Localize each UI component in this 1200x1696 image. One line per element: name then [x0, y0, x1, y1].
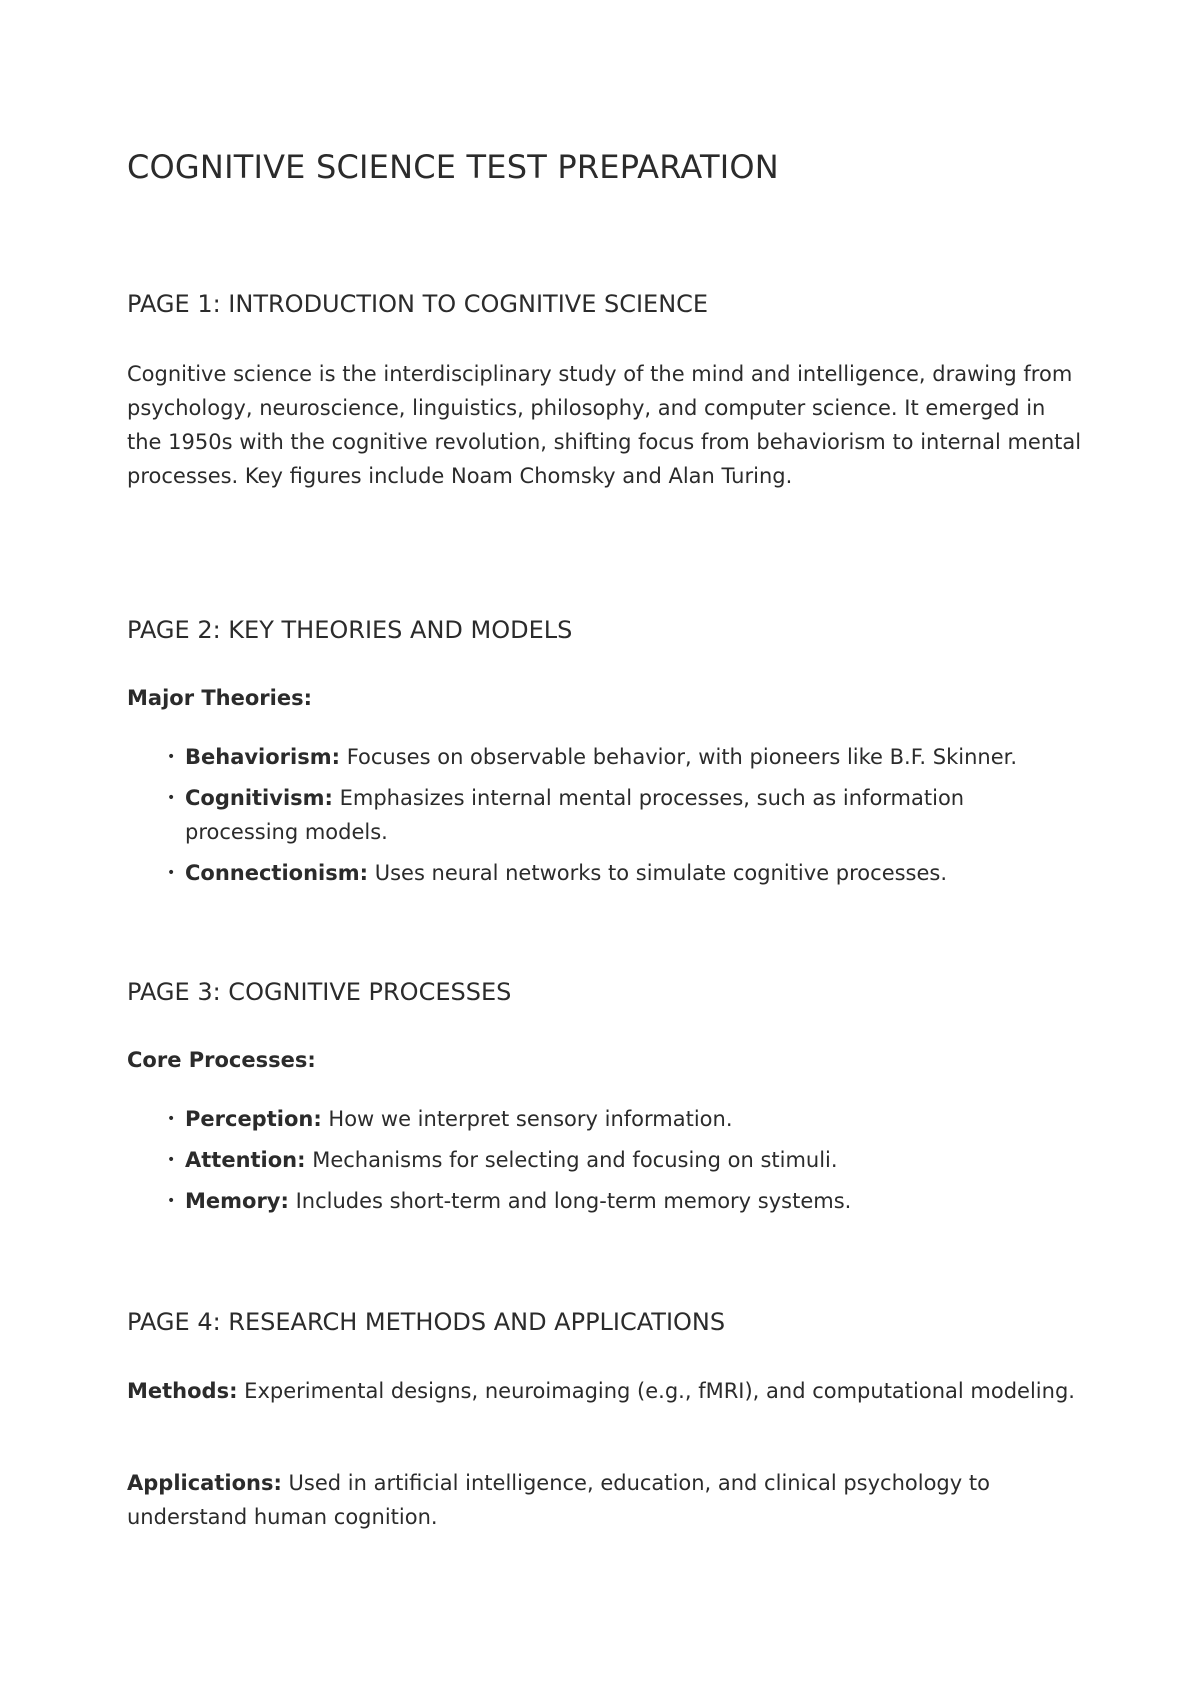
section-heading-page-4: PAGE 4: RESEARCH METHODS AND APPLICATIONS: [127, 1308, 726, 1336]
item-term: Behaviorism:: [185, 745, 341, 769]
list-item: [167, 1102, 1082, 1136]
item-text: Uses neural networks to simulate cognitive processes.: [368, 861, 948, 885]
applications-text: Used in artificial intelligence, education, and clinical psychology to understand human cognition.: [127, 1471, 990, 1529]
processes-list: [167, 1102, 1082, 1225]
intro-paragraph: Cognitive science is the interdisciplinary study of the mind and intelligence, drawing from psychology, neuroscience, linguistics, philosophy, and computer science. It emerged in the 1950s with the cognitive revolution, shifting focus from behaviorism to internal mental processes. Key figures include Noam Chomsky and Alan Turing.: [127, 362, 1082, 488]
item-text: Includes short-term and long-term memory systems.: [288, 1189, 852, 1213]
list-item: [167, 781, 1082, 849]
item-term: Memory:: [185, 1189, 289, 1213]
theories-list: [167, 740, 1082, 897]
applications-paragraph: [127, 1466, 1082, 1534]
methods-term: Methods:: [127, 1379, 238, 1403]
list-item: [167, 740, 1082, 774]
applications-term: Applications:: [127, 1471, 282, 1495]
item-term: Perception:: [185, 1107, 322, 1131]
theories-subheading: Major Theories:: [127, 686, 313, 710]
item-term: Attention:: [185, 1148, 306, 1172]
section-heading-page-1: PAGE 1: INTRODUCTION TO COGNITIVE SCIENCE: [127, 290, 709, 318]
item-text: Mechanisms for selecting and focusing on stimuli.: [305, 1148, 838, 1172]
item-text: Emphasizes internal mental processes, such as information processing models.: [185, 786, 965, 844]
section-heading-page-2: PAGE 2: KEY THEORIES AND MODELS: [127, 616, 573, 644]
list-item: [167, 1184, 1082, 1218]
processes-subheading: Core Processes:: [127, 1048, 316, 1072]
section-heading-page-3: PAGE 3: COGNITIVE PROCESSES: [127, 978, 512, 1006]
document-title: COGNITIVE SCIENCE TEST PREPARATION: [127, 148, 779, 186]
item-term: Connectionism:: [185, 861, 369, 885]
item-text: Focuses on observable behavior, with pioneers like B.F. Skinner.: [340, 745, 1018, 769]
list-item: [167, 856, 1082, 890]
item-term: Cognitivism:: [185, 786, 333, 810]
methods-text: Experimental designs, neuroimaging (e.g., fMRI), and computational modeling.: [237, 1379, 1075, 1403]
list-item: [167, 1143, 1082, 1177]
item-text: How we interpret sensory information.: [321, 1107, 733, 1131]
methods-paragraph: [127, 1374, 1082, 1408]
